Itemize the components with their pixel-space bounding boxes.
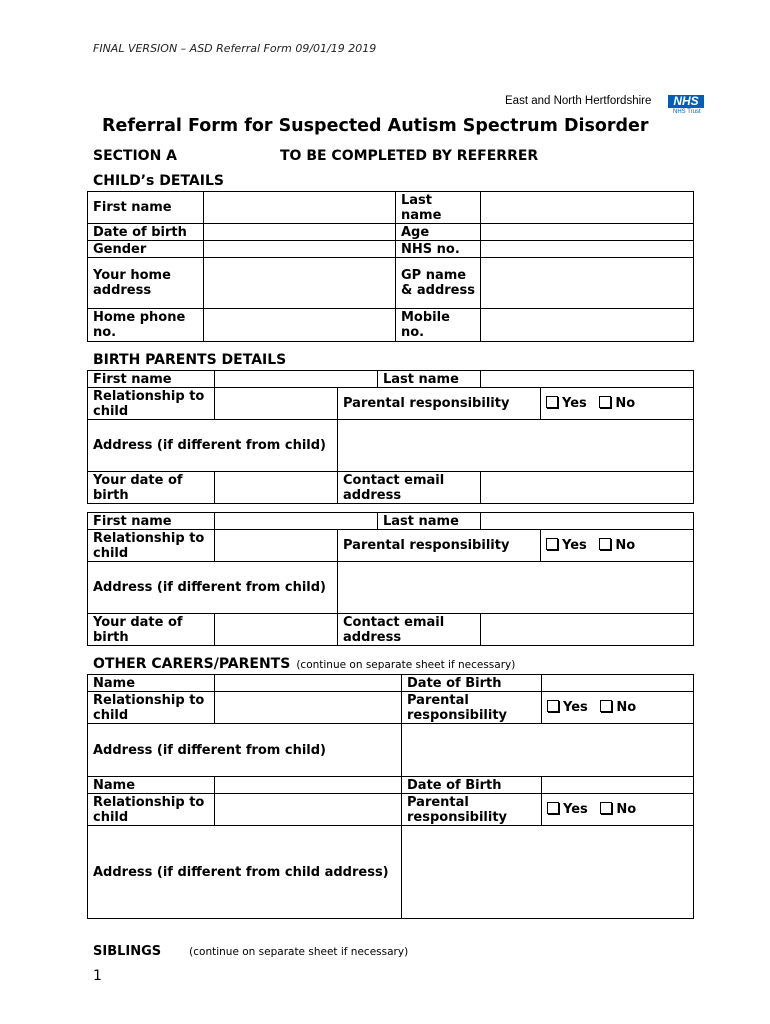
carer1-parental-resp-options	[542, 692, 694, 724]
child-first-name-label: First name	[88, 192, 204, 224]
child-nhs-label: NHS no.	[396, 241, 481, 258]
parent2-last-name-field[interactable]	[481, 513, 694, 530]
child-gp-field[interactable]	[481, 258, 694, 309]
other-carers-heading	[93, 656, 515, 672]
carer2-parental-resp-label: Parental responsibility	[402, 794, 542, 826]
parent2-relationship-label: Relationship to child	[88, 530, 215, 562]
checkbox-icon[interactable]	[546, 396, 558, 408]
parent2-parental-resp-label: Parental responsibility	[338, 530, 541, 562]
parent1-relationship-field[interactable]	[215, 388, 338, 420]
carer2-dob-field[interactable]	[542, 777, 694, 794]
siblings-heading	[93, 944, 408, 959]
child-last-name-label: Last name	[396, 192, 481, 224]
no-label: No	[615, 538, 636, 553]
section-a-label: SECTION A	[93, 148, 178, 164]
checkbox-icon[interactable]	[546, 538, 558, 550]
parent1-first-name-field[interactable]	[215, 371, 378, 388]
parent1-parental-resp-options	[541, 388, 694, 420]
parent2-last-name-label: Last name	[378, 513, 481, 530]
no-label: No	[616, 700, 637, 715]
child-address-field[interactable]	[204, 258, 396, 309]
other-carers-table	[87, 674, 694, 919]
parent1-yes-option[interactable]	[546, 396, 587, 411]
siblings-title: SIBLINGS	[93, 944, 162, 959]
no-label: No	[615, 396, 636, 411]
checkbox-icon[interactable]	[547, 700, 559, 712]
carer2-dob-label: Date of Birth	[402, 777, 542, 794]
child-dob-label: Date of birth	[88, 224, 204, 241]
yes-label: Yes	[563, 802, 588, 817]
parent2-address-label: Address (if different from child)	[88, 562, 338, 614]
parent1-email-label: Contact email address	[338, 472, 481, 504]
carer1-address-field[interactable]	[402, 724, 694, 777]
child-nhs-field[interactable]	[481, 241, 694, 258]
carer2-name-field[interactable]	[215, 777, 402, 794]
carer1-name-field[interactable]	[215, 675, 402, 692]
carer1-relationship-field[interactable]	[215, 692, 402, 724]
child-dob-field[interactable]	[204, 224, 396, 241]
child-gender-field[interactable]	[204, 241, 396, 258]
parent2-email-label: Contact email address	[338, 614, 481, 646]
checkbox-icon[interactable]	[599, 538, 611, 550]
parent1-dob-field[interactable]	[215, 472, 338, 504]
page-title: Referral Form for Suspected Autism Spectrum Disorder	[102, 116, 649, 136]
carer1-no-option[interactable]	[600, 700, 636, 715]
carer2-name-label: Name	[88, 777, 215, 794]
other-carers-note: (continue on separate sheet if necessary)	[296, 659, 516, 671]
child-home-phone-label: Home phone no.	[88, 309, 204, 342]
carer2-address-field[interactable]	[402, 826, 694, 919]
parent1-dob-label: Your date of birth	[88, 472, 215, 504]
parent2-first-name-label: First name	[88, 513, 215, 530]
parent2-dob-label: Your date of birth	[88, 614, 215, 646]
page-number: 1	[93, 968, 102, 984]
checkbox-icon[interactable]	[547, 802, 559, 814]
parent2-email-field[interactable]	[481, 614, 694, 646]
child-first-name-field[interactable]	[204, 192, 396, 224]
parent2-parental-resp-options	[541, 530, 694, 562]
child-gender-label: Gender	[88, 241, 204, 258]
yes-label: Yes	[562, 396, 587, 411]
carer2-yes-option[interactable]	[547, 802, 588, 817]
other-carers-title: OTHER CARERS/PARENTS	[93, 656, 291, 672]
child-mobile-field[interactable]	[481, 309, 694, 342]
nhs-logo	[505, 94, 705, 118]
parent2-yes-option[interactable]	[546, 538, 587, 553]
carer2-no-option[interactable]	[600, 802, 636, 817]
parent1-email-field[interactable]	[481, 472, 694, 504]
carer2-parental-resp-options	[542, 794, 694, 826]
nhs-badge: NHS	[668, 95, 704, 108]
parent1-last-name-field[interactable]	[481, 371, 694, 388]
child-mobile-label: Mobile no.	[396, 309, 481, 342]
child-last-name-field[interactable]	[481, 192, 694, 224]
child-home-phone-field[interactable]	[204, 309, 396, 342]
birth-parent-1-table	[87, 370, 694, 504]
child-gp-label: GP name & address	[396, 258, 481, 309]
logo-org-name: East and North Hertfordshire	[505, 95, 652, 107]
birth-parents-heading: BIRTH PARENTS DETAILS	[93, 352, 287, 368]
parent1-address-label: Address (if different from child)	[88, 420, 338, 472]
carer2-address-label: Address (if different from child address)	[88, 826, 402, 919]
child-age-field[interactable]	[481, 224, 694, 241]
logo-trust: NHS Trust	[673, 109, 701, 115]
parent2-address-field[interactable]	[338, 562, 694, 614]
parent1-no-option[interactable]	[599, 396, 635, 411]
parent2-dob-field[interactable]	[215, 614, 338, 646]
child-details-heading: CHILD’s DETAILS	[93, 173, 224, 189]
carer2-relationship-label: Relationship to child	[88, 794, 215, 826]
parent1-first-name-label: First name	[88, 371, 215, 388]
parent1-address-field[interactable]	[338, 420, 694, 472]
parent2-first-name-field[interactable]	[215, 513, 378, 530]
carer2-relationship-field[interactable]	[215, 794, 402, 826]
parent2-no-option[interactable]	[599, 538, 635, 553]
section-a-subtitle: TO BE COMPLETED BY REFERRER	[280, 148, 539, 164]
siblings-note: (continue on separate sheet if necessary)	[189, 946, 409, 958]
yes-label: Yes	[563, 700, 588, 715]
carer1-name-label: Name	[88, 675, 215, 692]
carer1-address-label: Address (if different from child)	[88, 724, 402, 777]
carer1-dob-field[interactable]	[542, 675, 694, 692]
parent1-relationship-label: Relationship to child	[88, 388, 215, 420]
checkbox-icon[interactable]	[600, 802, 612, 814]
parent2-relationship-field[interactable]	[215, 530, 338, 562]
carer1-relationship-label: Relationship to child	[88, 692, 215, 724]
checkbox-icon[interactable]	[599, 396, 611, 408]
header-note: FINAL VERSION – ASD Referral Form 09/01/19 2019	[93, 42, 377, 55]
child-address-label: Your home address	[88, 258, 204, 309]
carer1-dob-label: Date of Birth	[402, 675, 542, 692]
yes-label: Yes	[562, 538, 587, 553]
child-age-label: Age	[396, 224, 481, 241]
birth-parent-2-table	[87, 512, 694, 646]
carer1-yes-option[interactable]	[547, 700, 588, 715]
carer1-parental-resp-label: Parental responsibility	[402, 692, 542, 724]
child-details-table	[87, 191, 694, 342]
parent1-parental-resp-label: Parental responsibility	[338, 388, 541, 420]
no-label: No	[616, 802, 637, 817]
parent1-last-name-label: Last name	[378, 371, 481, 388]
checkbox-icon[interactable]	[600, 700, 612, 712]
